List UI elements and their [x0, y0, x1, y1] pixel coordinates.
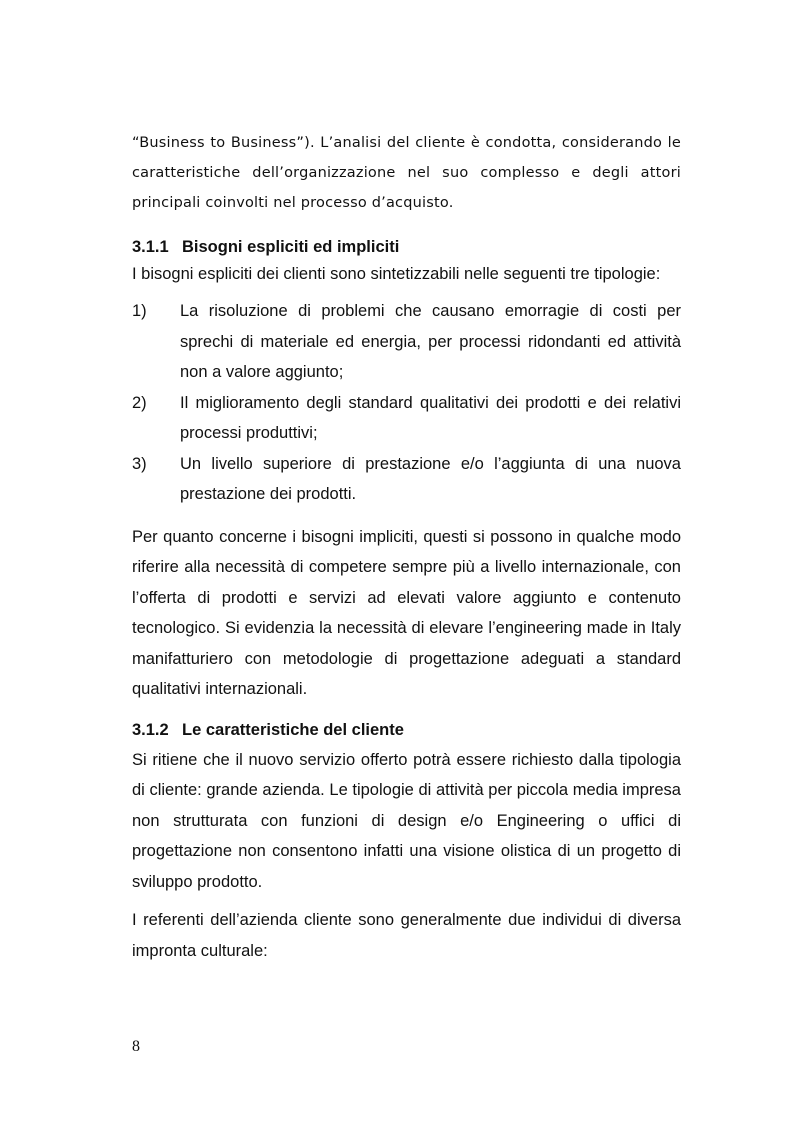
referents-paragraph: I referenti dell’azienda cliente sono generalmente due individui di diversa impronta culturale: — [132, 911, 681, 960]
list-marker: 3) — [132, 454, 147, 473]
page-content — [132, 128, 681, 966]
section-lead: I bisogni espliciti dei clienti sono sintetizzabili nelle seguenti tre tipologie: — [132, 265, 661, 283]
list-item — [132, 449, 681, 510]
page-number: 8 — [132, 1038, 140, 1055]
section-title: Le caratteristiche del cliente — [182, 720, 404, 739]
client-paragraph: Si ritiene che il nuovo servizio offerto potrà essere richiesto dalla tipologia di cliente: grande azienda. Le tipologie di attività per piccola media impresa non strutturata con funzioni di design e/o Engineering o uffici di progettazione non consentono infatti una visione olistica di un progetto di sviluppo prodotto. — [132, 750, 681, 891]
list-item-text: Un livello superiore di prestazione e/o l’aggiunta di una nuova prestazione dei prodotti. — [180, 454, 681, 503]
section-heading-3-1-1 — [132, 234, 681, 260]
implicit-needs-paragraph: Per quanto concerne i bisogni impliciti, questi si possono in qualche modo riferire alla necessità di competere sempre più a livello internazionale, con l’offerta di prodotti e servizi ad elevati valore aggiunto e contenuto tecnologico. Si evidenzia la necessità di elevare l’engineering made in Italy manifatturiero con metodologie di progettazione adeguati a standard qualitativi internazionali. — [132, 527, 681, 698]
list-item — [132, 296, 681, 388]
section-number: 3.1.2 — [132, 720, 169, 739]
list-marker: 2) — [132, 393, 147, 412]
section-number: 3.1.1 — [132, 238, 169, 256]
list-item-text: Il miglioramento degli standard qualitativi dei prodotti e dei relativi processi produttivi; — [180, 393, 681, 442]
list-marker: 1) — [132, 302, 147, 320]
intro-paragraph: “Business to Business”). L’analisi del cliente è condotta, considerando le caratteristiche dell’organizzazione nel suo complesso e degli attori principali coinvolti nel processo d’acquisto. — [132, 135, 681, 211]
list-item — [132, 388, 681, 449]
list-item-text: La risoluzione di problemi che causano emorragie di costi per sprechi di materiale ed energia, per processi ridondanti ed attività non a valore aggiunto; — [180, 302, 681, 381]
needs-list — [132, 296, 681, 510]
section-title: Bisogni espliciti ed impliciti — [182, 238, 400, 256]
section-heading-3-1-2 — [132, 717, 681, 743]
